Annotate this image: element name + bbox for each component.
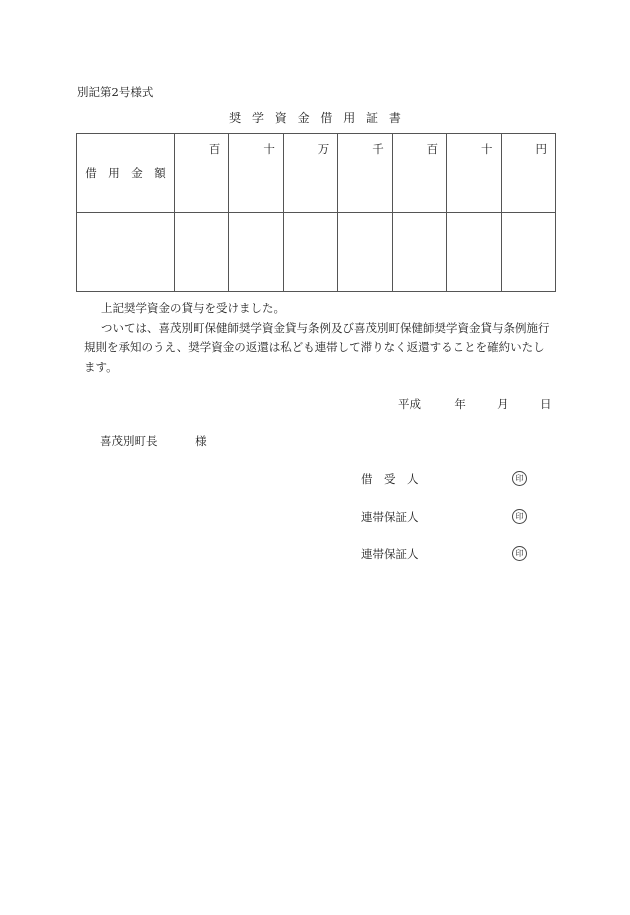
- body-line-1: 上記奨学資金の貸与を受けました。: [101, 301, 285, 315]
- unit-hundred-million: 百: [175, 134, 229, 213]
- blank-cell: [447, 213, 501, 292]
- addressee-name: 喜茂別町長: [100, 434, 158, 448]
- signer-guarantor-2: 連帯保証人: [361, 547, 419, 561]
- amount-table-header-row: [77, 134, 556, 213]
- body-line-2: ついては、喜茂別町保健師奨学資金貸与条例及び喜茂別町保健師奨学資金貸与条例施行規則を承知のうえ、奨学資金の返還は私ども連帯して滞りなく返還することを確約いたします。: [84, 320, 550, 374]
- date-era: 平成: [398, 397, 421, 411]
- date-month: 月: [497, 397, 509, 411]
- unit-hundred: 百: [392, 134, 446, 213]
- unit-thousand: 千: [338, 134, 392, 213]
- addressee: [100, 433, 207, 449]
- unit-yen: 円: [501, 134, 555, 213]
- unit-ten: 十: [447, 134, 501, 213]
- form-number: 別記第2号様式: [77, 85, 154, 99]
- blank-cell: [175, 213, 229, 292]
- seal-mark: 印: [512, 471, 527, 486]
- date-year: 年: [454, 397, 466, 411]
- amount-table: [76, 133, 556, 292]
- document-title: 奨 学 資 金 借 用 証 書: [229, 111, 401, 125]
- amount-label: [77, 134, 175, 213]
- signer-borrower: 借 受 人: [361, 472, 419, 486]
- blank-cell: [283, 213, 337, 292]
- blank-cell: [338, 213, 392, 292]
- body-text: [84, 299, 556, 377]
- date-line: [398, 396, 551, 412]
- seal-mark: 印: [512, 546, 527, 561]
- seal-mark: 印: [512, 509, 527, 524]
- amount-label-text: 借 用 金 額: [85, 166, 166, 180]
- unit-ten-thousand: 万: [283, 134, 337, 213]
- date-day: 日: [539, 397, 552, 411]
- blank-cell: [501, 213, 555, 292]
- blank-cell: [392, 213, 446, 292]
- addressee-suffix: 様: [195, 434, 207, 448]
- blank-cell: [77, 213, 175, 292]
- unit-ten-million: 十: [229, 134, 283, 213]
- blank-cell: [229, 213, 283, 292]
- signer-guarantor-1: 連帯保証人: [361, 510, 419, 524]
- amount-table-blank-row: [77, 213, 556, 292]
